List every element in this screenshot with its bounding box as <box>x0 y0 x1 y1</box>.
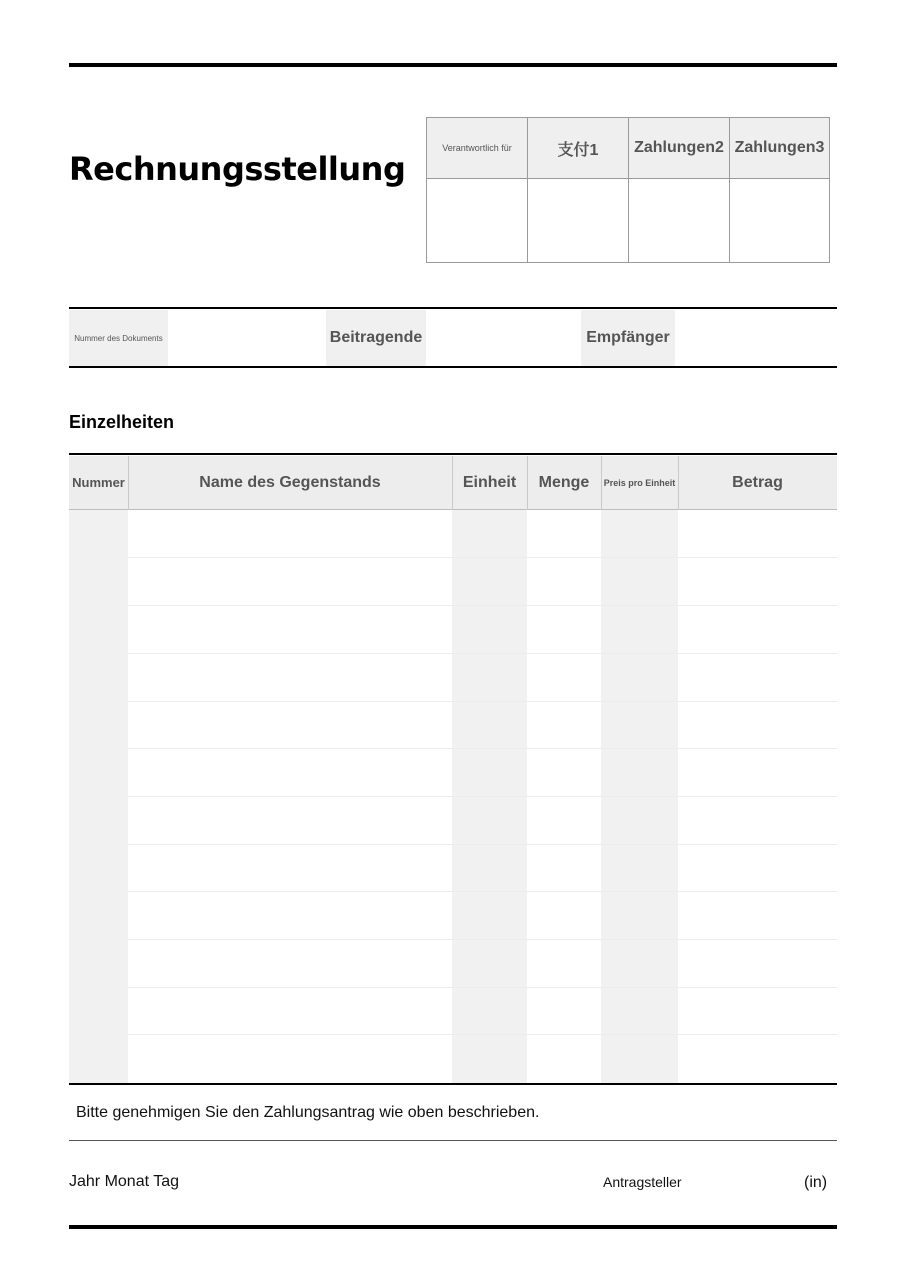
column-unit <box>452 456 527 1084</box>
header-unit-price: Preis pro Einheit <box>601 456 678 510</box>
recipient-label: Empfänger <box>581 310 675 366</box>
header-number: Nummer <box>69 456 128 510</box>
header-divider <box>452 456 453 510</box>
request-text: Bitte genehmigen Sie den Zahlungsantrag wie oben beschrieben. <box>76 1104 540 1121</box>
row-line <box>128 796 837 797</box>
row-line <box>128 891 837 892</box>
info-bottom-rule <box>69 366 837 368</box>
row-line <box>128 701 837 702</box>
column-number <box>69 456 128 1084</box>
column-price <box>601 456 678 1084</box>
approval-signature-cell[interactable] <box>528 179 629 263</box>
header-quantity: Menge <box>527 456 601 510</box>
row-line <box>128 653 837 654</box>
header-divider <box>601 456 602 510</box>
top-rule <box>69 63 837 67</box>
row-line <box>128 844 837 845</box>
approval-header-payment2: Zahlungen2 <box>629 118 730 179</box>
header-divider <box>678 456 679 510</box>
header-divider <box>128 456 129 510</box>
row-line <box>128 939 837 940</box>
document-number-label: Nummer des Dokuments <box>69 310 168 366</box>
section-title-details: Einzelheiten <box>69 412 175 432</box>
request-rule <box>69 1140 837 1141</box>
items-top-rule <box>69 453 837 455</box>
approval-header-responsible: Verantwortlich für <box>427 118 528 179</box>
row-line <box>128 987 837 988</box>
header-item-name: Name des Gegenstands <box>128 456 452 510</box>
bottom-rule <box>69 1225 837 1229</box>
approval-signature-cell[interactable] <box>427 179 528 263</box>
items-bottom-rule <box>69 1083 837 1085</box>
row-line <box>128 605 837 606</box>
row-line <box>128 1034 837 1035</box>
info-top-rule <box>69 307 837 309</box>
date-label: Jahr Monat Tag <box>69 1173 179 1190</box>
page-title: Rechnungsstellung <box>69 150 406 188</box>
contributor-label: Beitragende <box>326 310 426 366</box>
items-table <box>69 456 837 1084</box>
row-line <box>128 748 837 749</box>
header-amount: Betrag <box>678 456 837 510</box>
approval-signature-cell[interactable] <box>629 179 730 263</box>
header-divider <box>527 456 528 510</box>
applicant-label: Antragsteller <box>603 1174 682 1190</box>
approval-header-payment3: Zahlungen3 <box>730 118 829 179</box>
approval-signature-cell[interactable] <box>730 179 829 263</box>
approval-table <box>426 117 830 263</box>
approval-header-payment1: 支付1 <box>528 118 629 179</box>
seal-label: (in) <box>804 1174 828 1191</box>
header-unit: Einheit <box>452 456 527 510</box>
row-line <box>128 557 837 558</box>
